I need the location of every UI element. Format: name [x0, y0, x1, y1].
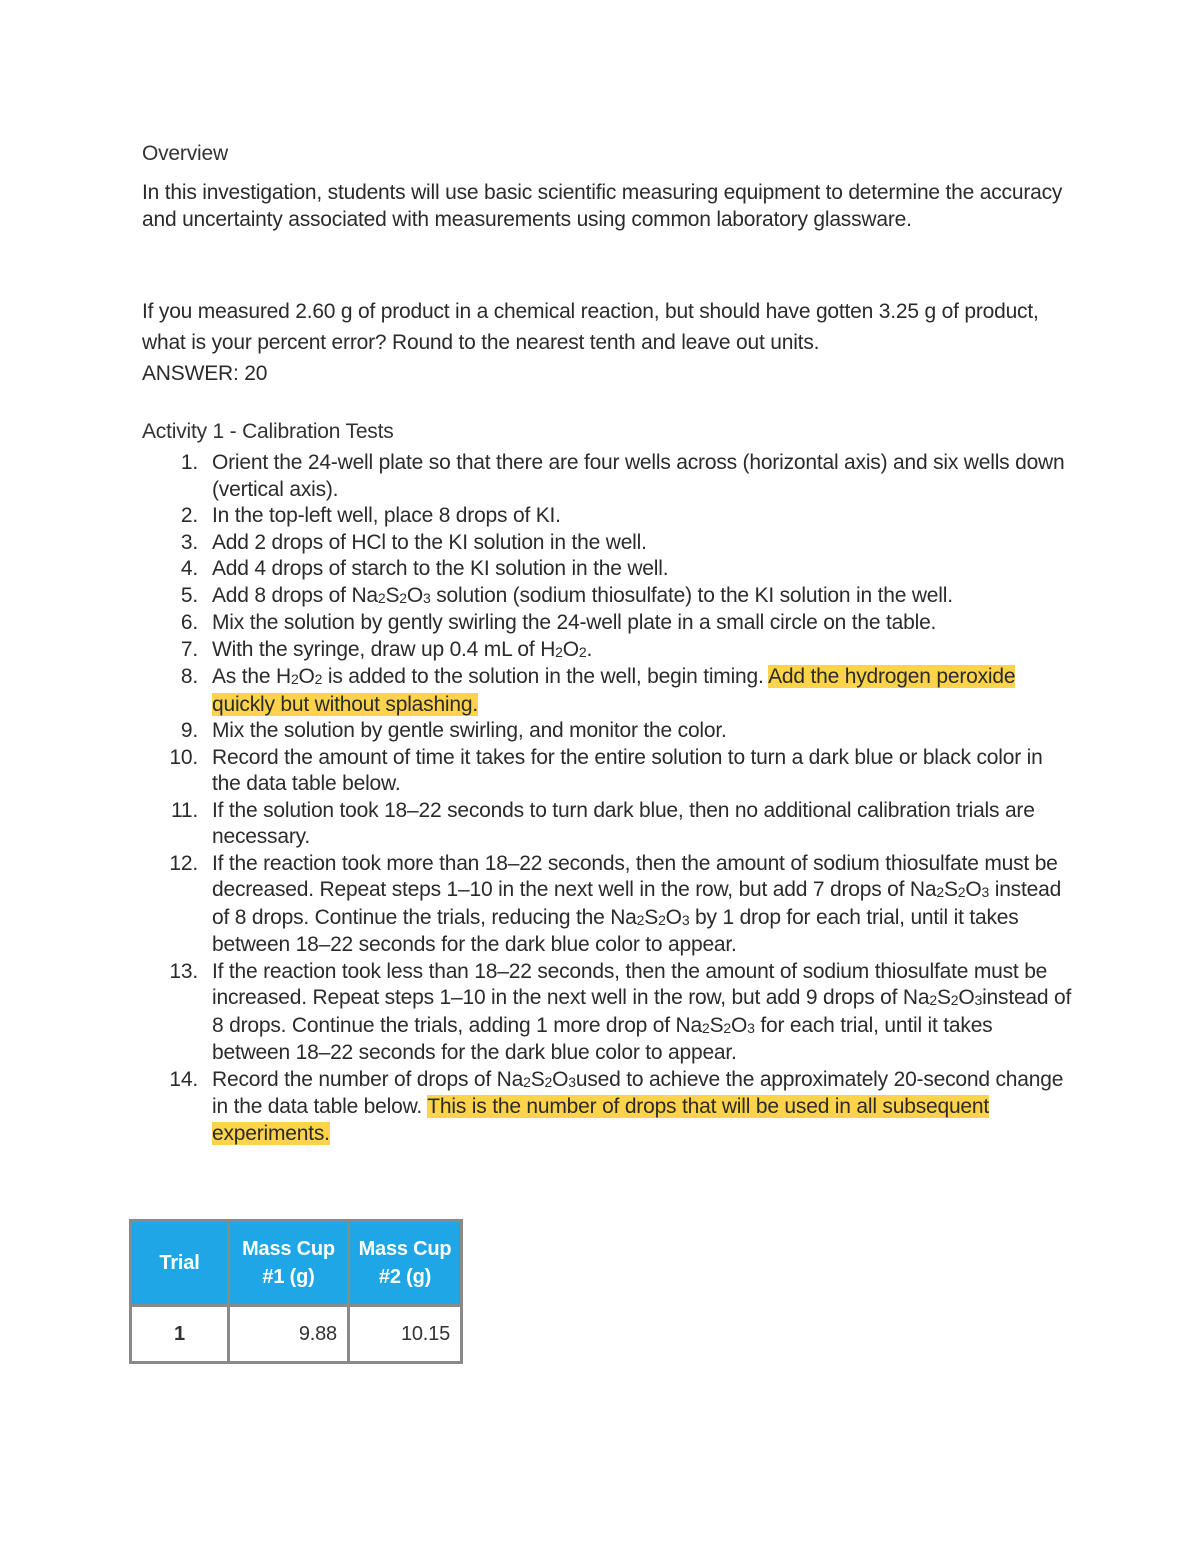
formula-na2s2o3	[610, 906, 689, 929]
element-symbol: Na	[909, 878, 937, 901]
list-item: 2 . In the top-left well, place 8 drops of KI.	[142, 503, 1072, 530]
table-header-row	[131, 1221, 462, 1306]
element-symbol: Na	[610, 905, 637, 929]
step-number: 9 .	[142, 718, 198, 745]
subscript: 2	[314, 671, 323, 687]
element-symbol: S	[709, 1013, 724, 1037]
step-number: 5 .	[142, 583, 198, 610]
header-trial: Trial	[131, 1221, 229, 1306]
formula-na2s2o3	[676, 1014, 755, 1037]
subscript: 2	[702, 1019, 710, 1036]
element-symbol: O	[965, 878, 982, 901]
formula-na2s2o3	[351, 584, 430, 607]
step-number: 4 .	[142, 556, 198, 583]
subscript: 2	[929, 992, 937, 1008]
subscript: 2	[399, 589, 407, 606]
subscript: 2	[957, 884, 966, 900]
subscript: 2	[290, 671, 299, 687]
header-mass-cup-1: Mass Cup #1 (g)	[229, 1221, 349, 1306]
element-symbol: O	[298, 665, 315, 688]
element-symbol: Na	[902, 986, 930, 1009]
step-number: 3 .	[142, 530, 198, 557]
formula-na2s2o3	[903, 986, 982, 1009]
element-symbol: Na	[351, 583, 378, 607]
subscript: 2	[636, 911, 645, 928]
overview-text: In this investigation, students will use basic scientific measuring equipment to determine the accuracy and uncertainty associated with measurements using common laboratory glassware.	[142, 181, 1063, 231]
subscript: 2	[377, 589, 386, 606]
step-number: 8 .	[142, 664, 198, 691]
element-symbol: O	[731, 1013, 748, 1037]
list-item: 12 . If the reaction took more than 18–22 seconds, then the amount of sodium thiosulfate must be decreased. Repeat steps 1–10 in the next well in the row, but add 7 drops of $Na_2S_2O_3$ instead of 8 drops. Continue the trials, reducing the $Na_2S_2O_3$ by 1 drop for each trial, until it takes between 18–22 seconds for the dark blue color to appear.	[142, 851, 1072, 959]
subscript: 3	[423, 589, 431, 606]
element-symbol: O	[958, 986, 975, 1009]
subscript: 3	[747, 1019, 755, 1036]
step-number: 11 .	[142, 798, 198, 825]
cell-mass-cup-2: 10.15	[349, 1306, 462, 1363]
element-symbol: O	[552, 1067, 569, 1091]
element-symbol: S	[936, 986, 951, 1009]
element-symbol: O	[665, 905, 682, 929]
highlighted-note: This is the number of drops that will be used in all subsequent experiments.	[212, 1095, 990, 1145]
list-item: 4 . Add 4 drops of starch to the KI solution in the well.	[142, 556, 1072, 583]
subscript: 2	[936, 884, 944, 900]
step-number: 7 .	[142, 637, 198, 664]
element-symbol: S	[530, 1067, 545, 1091]
step-number: 12 .	[142, 851, 198, 878]
formula-na2s2o3	[497, 1068, 576, 1091]
list-item: 6 . Mix the solution by gently swirling the 24-well plate in a small circle on the table.	[142, 610, 1072, 637]
overview-heading: Overview	[142, 142, 228, 165]
cell-mass-cup-1: 9.88	[229, 1306, 349, 1363]
element-symbol: S	[943, 878, 958, 901]
element-symbol: O	[562, 637, 579, 661]
element-symbol: O	[406, 583, 424, 607]
subscript: 2	[523, 1073, 531, 1090]
list-item: 9 . Mix the solution by gentle swirling, and monitor the color.	[142, 718, 1072, 745]
formula-na2s2o3	[910, 878, 989, 901]
subscript: 2	[723, 1019, 731, 1036]
list-item: 8 . As the $H_2O_2$ is added to the solution in the well, begin timing. Add the hydrogen peroxide quickly but without splashing.	[142, 664, 1072, 718]
list-item: 3 . Add 2 drops of HCl to the KI solution in the well.	[142, 530, 1072, 557]
list-item: 14 . Record the number of drops of $Na_2S_2O_3used$ to achieve the approximately 20-second change in the data table below. This is the number of drops that will be used in all subsequent experiments.	[142, 1067, 1072, 1148]
element-symbol: S	[644, 905, 659, 929]
mass-data-table	[129, 1219, 463, 1364]
table-row	[131, 1306, 462, 1363]
element-symbol: Na	[496, 1067, 524, 1091]
step-number: 6 .	[142, 610, 198, 637]
subscript: 3	[981, 884, 990, 900]
answer-text: ANSWER: 20	[142, 362, 268, 385]
list-item: 5 . Add 8 drops of $Na_2S_2O_3$ solution (sodium thiosulfate) to the KI solution in the well.	[142, 583, 1072, 611]
formula-h2o2	[540, 638, 586, 661]
list-item: 7 . With the syringe, draw up 0.4 mL of $H_2O_2$.	[142, 637, 1072, 665]
subscript: 3	[681, 911, 690, 928]
element-symbol: H	[275, 665, 291, 688]
subscript: 3	[974, 992, 983, 1008]
percent-error-question: If you measured 2.60 g of product in a chemical reaction, but should have gotten 3.25 g of product, what is your percent error? Round to the nearest tenth and leave out units.	[142, 300, 1039, 354]
subscript: 2	[950, 992, 959, 1008]
header-mass-cup-2: Mass Cup #2 (g)	[349, 1221, 462, 1306]
element-symbol: H	[540, 637, 556, 661]
subscript: 2	[578, 643, 587, 660]
activity-heading: Activity 1 - Calibration Tests	[142, 420, 394, 443]
calibration-steps-list	[142, 450, 1072, 1147]
cell-trial: 1	[131, 1306, 229, 1363]
step-number: 2 .	[142, 503, 198, 530]
formula-h2o2	[276, 665, 322, 688]
highlighted-note: Add the hydrogen peroxide quickly but without splashing.	[212, 665, 1016, 716]
subscript: 2	[555, 643, 563, 660]
subscript: 3	[568, 1073, 576, 1090]
step-number: 1 .	[142, 450, 198, 477]
list-item: 11 . If the solution took 18–22 seconds to turn dark blue, then no additional calibration trials are necessary.	[142, 798, 1072, 851]
subscript: 2	[544, 1073, 553, 1090]
element-symbol: Na	[675, 1013, 702, 1037]
list-item: 1 . Orient the 24-well plate so that there are four wells across (horizontal axis) and six wells down (vertical axis).	[142, 450, 1072, 503]
step-number: 10 .	[142, 745, 198, 772]
element-symbol: S	[385, 583, 400, 607]
subscript: 2	[658, 911, 666, 928]
step-number: 14 .	[142, 1067, 198, 1094]
step-number: 13 .	[142, 959, 198, 986]
list-item: 13 . If the reaction took less than 18–22 seconds, then the amount of sodium thiosulfate must be increased. Repeat steps 1–10 in the next well in the row, but add 9 drops of $Na_2S_2O_3instead$ of 8 drops. Continue the trials, adding 1 more drop of $Na_2S_2O_3$ for each trial, until it takes between 18–22 seconds for the dark blue color to appear.	[142, 959, 1072, 1067]
list-item: 10 . Record the amount of time it takes for the entire solution to turn a dark blue or black color in the data table below.	[142, 745, 1072, 798]
